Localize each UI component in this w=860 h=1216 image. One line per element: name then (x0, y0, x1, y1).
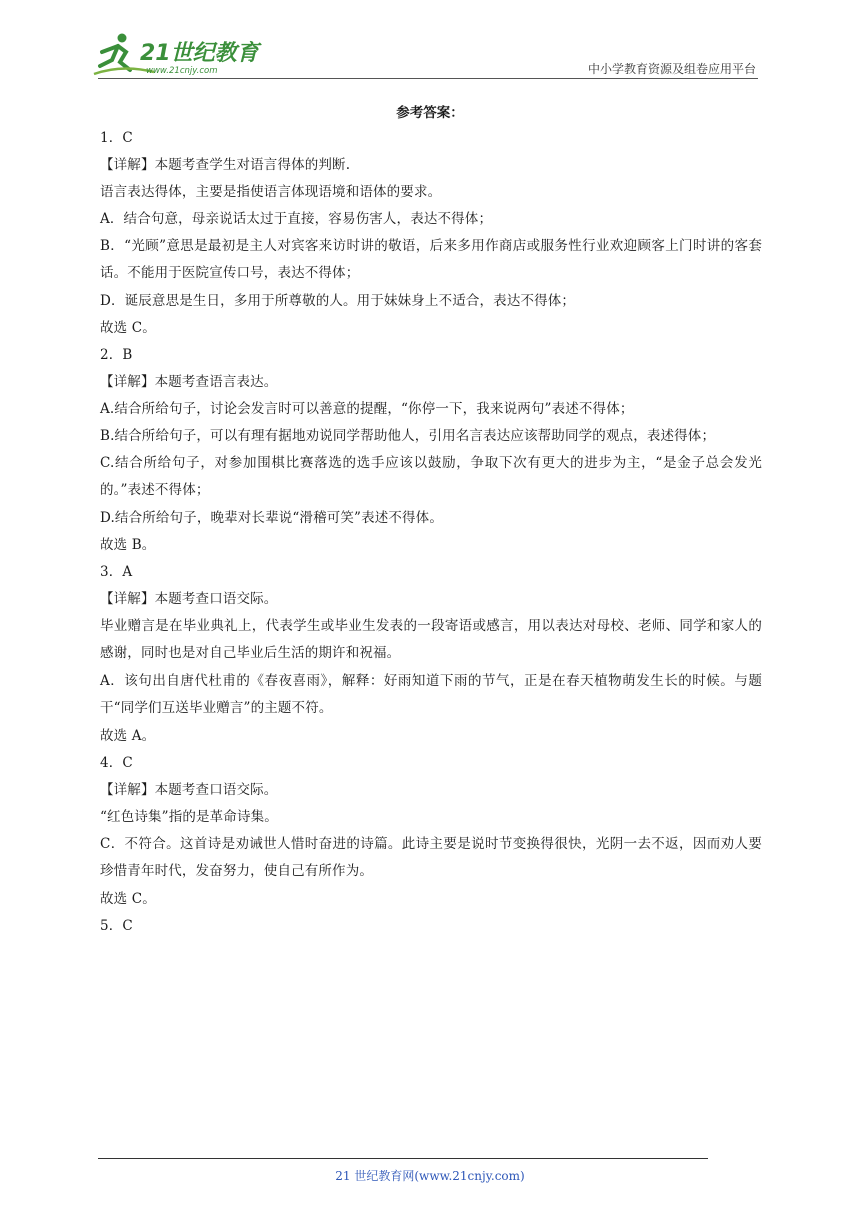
answer-line: 1．C (100, 130, 133, 146)
answer-line: C．不符合。这首诗是劝诫世人惜时奋进的诗篇。此诗主要是说时节变换得很快，光阴一去不返，因而劝人要珍惜青年时代，发奋努力，使自己有所作为。 (100, 836, 762, 879)
platform-name: 中小学教育资源及组卷应用平台 (587, 62, 756, 76)
answer-line: A.结合所给句子，讨论会发言时可以善意的提醒，“你停一下，我来说两句”表述不得体； (100, 401, 634, 417)
answer-line: 【详解】本题考查口语交际。 (100, 782, 278, 798)
answer-line: D．诞辰意思是生日，多用于所尊敬的人。用于妹妹身上不适合，表达不得体； (100, 293, 576, 309)
answer-content (100, 129, 762, 944)
answer-line: 【详解】本题考查语言表达。 (100, 374, 278, 390)
answer-line: B.结合所给句子，可以有理有据地劝说同学帮助他人，引用名言表达应该帮助同学的观点，表述得体； (100, 428, 716, 444)
answer-line: 5．C (100, 918, 133, 934)
answer-line: “红色诗集”指的是革命诗集。 (100, 809, 278, 825)
answer-line: A．结合句意，母亲说话太过于直接，容易伤害人，表达不得体； (100, 211, 493, 227)
answer-line: 故选 C。 (100, 891, 156, 907)
answer-line: A．该句出自唐代杜甫的《春夜喜雨》，解释：好雨知道下雨的节气，正是在春天植物萌发生长的时候。与题干“同学们互送毕业赠言”的主题不符。 (100, 673, 762, 716)
answer-line: 2．B (100, 347, 133, 363)
answer-line: 3．A (100, 564, 133, 580)
answer-line: B．“光顾”意思是最初是主人对宾客来访时讲的敬语，后来多用作商店或服务性行业欢迎顾客上门时讲的客套话。不能用于医院宣传口号，表达不得体； (100, 238, 762, 281)
header-divider (98, 78, 758, 79)
page-header (0, 0, 860, 82)
answer-line: 语言表达得体，主要是指使语言体现语境和语体的要求。 (100, 184, 442, 200)
svg-text:www.21cnjy.com: www.21cnjy.com (146, 66, 218, 76)
page-title: 参考答案： (396, 105, 464, 121)
answer-line: 毕业赠言是在毕业典礼上，代表学生或毕业生发表的一段寄语或感言，用以表达对母校、老师、同学和家人的感谢，同时也是对自己毕业后生活的期许和祝福。 (100, 618, 762, 661)
answer-line: 故选 B。 (100, 537, 156, 553)
answer-line: 故选 C。 (100, 320, 156, 336)
answer-line: 4．C (100, 755, 133, 771)
answer-line: 故选 A。 (100, 728, 156, 744)
footer-divider (98, 1158, 708, 1159)
answer-line: 【详解】本题考查口语交际。 (100, 591, 278, 607)
svg-text:21世纪教育: 21世纪教育 (140, 41, 259, 66)
footer-link[interactable]: 21 世纪教育网(www.21cnjy.com) (335, 1169, 525, 1183)
answer-line: 【详解】本题考查学生对语言得体的判断. (100, 157, 351, 173)
answer-line: C.结合所给句子，对参加围棋比赛落选的选手应该以鼓励，争取下次有更大的进步为主，“是金子总会发光的。”表述不得体； (100, 455, 762, 498)
site-logo (92, 30, 262, 78)
answer-line: D.结合所给句子，晚辈对长辈说“滑稽可笑”表述不得体。 (100, 510, 443, 526)
